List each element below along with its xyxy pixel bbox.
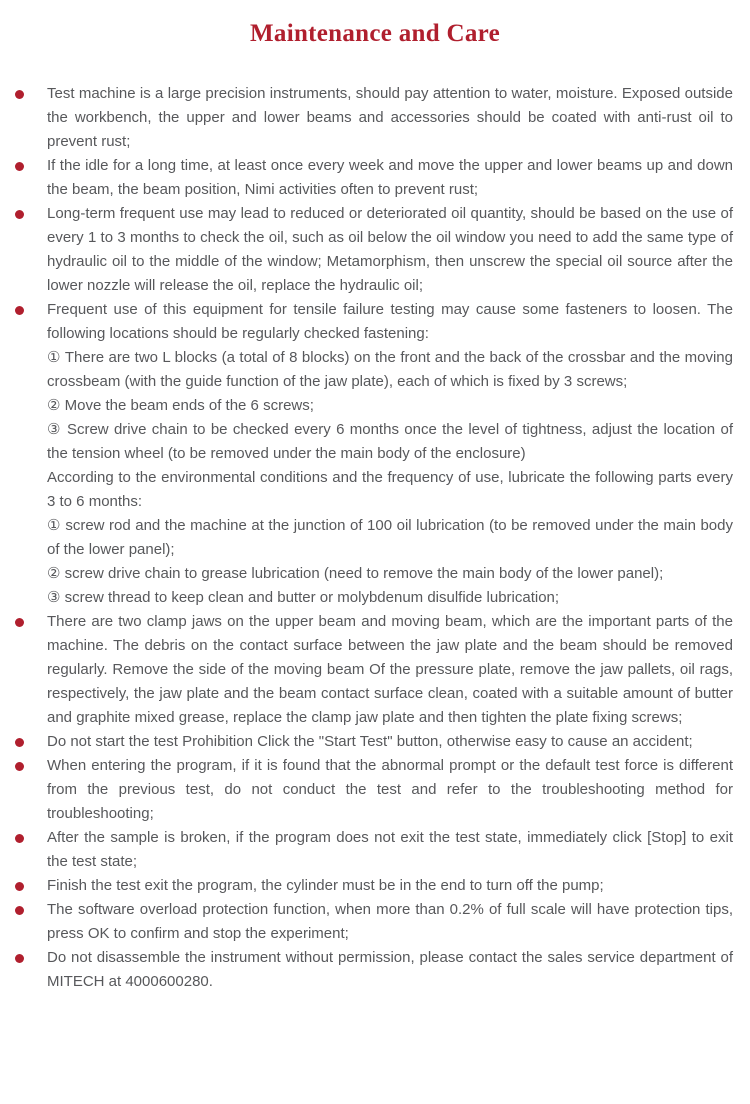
bullet-icon (15, 162, 24, 171)
bullet-icon (15, 306, 24, 315)
bullet-icon (15, 882, 24, 891)
paragraph: If the idle for a long time, at least once every week and move the upper and lower beams up and down the beam, the beam position, Nimi activities often to prevent rust; (47, 157, 733, 198)
paragraph: According to the environmental conditions and the frequency of use, lubricate the following parts every 3 to 6 months: (47, 469, 733, 510)
list-item (0, 874, 733, 898)
list-item (0, 898, 733, 946)
list-item-text (47, 82, 733, 154)
list-item-text (47, 898, 733, 946)
bullet-icon (15, 906, 24, 915)
paragraph: ① screw rod and the machine at the junction of 100 oil lubrication (to be removed under the main body of the lower panel); (47, 517, 733, 558)
bullet-icon (15, 834, 24, 843)
paragraph: Finish the test exit the program, the cylinder must be in the end to turn off the pump; (47, 877, 604, 894)
list-item (0, 730, 733, 754)
list-item-text (47, 754, 733, 826)
list-item (0, 82, 733, 154)
bullet-icon (15, 954, 24, 963)
list-item-text (47, 298, 733, 610)
paragraph: Frequent use of this equipment for tensile failure testing may cause some fasteners to loosen. The following locations should be regularly checked fastening: (47, 301, 733, 342)
paragraph: After the sample is broken, if the program does not exit the test state, immediately click [Stop] to exit the test state; (47, 829, 733, 870)
paragraph: ② screw drive chain to grease lubrication (need to remove the main body of the lower panel); (47, 565, 664, 582)
paragraph: Do not start the test Prohibition Click the "Start Test" button, otherwise easy to cause an accident; (47, 733, 693, 750)
bullet-icon (15, 762, 24, 771)
maintenance-list (0, 82, 750, 994)
list-item (0, 610, 733, 730)
list-item-text (47, 154, 733, 202)
list-item-text (47, 826, 733, 874)
list-item (0, 826, 733, 874)
list-item (0, 298, 733, 610)
bullet-icon (15, 210, 24, 219)
list-item (0, 946, 733, 994)
list-item-text (47, 874, 733, 898)
paragraph: When entering the program, if it is found that the abnormal prompt or the default test force is different from the previous test, do not conduct the test and refer to the troubleshooting method for troubleshooting; (47, 757, 733, 822)
page-title: Maintenance and Care (250, 20, 500, 47)
bullet-icon (15, 618, 24, 627)
paragraph: ② Move the beam ends of the 6 screws; (47, 397, 314, 414)
list-item (0, 202, 733, 298)
list-item (0, 154, 733, 202)
paragraph: ③ Screw drive chain to be checked every 6 months once the level of tightness, adjust the location of the tension wheel (to be removed under the main body of the enclosure) (47, 421, 733, 462)
paragraph: Test machine is a large precision instruments, should pay attention to water, moisture. Exposed outside the workbench, the upper and lower beams and accessories should be coated with anti-rust oil to prevent rust; (47, 85, 733, 150)
list-item (0, 754, 733, 826)
bullet-icon (15, 738, 24, 747)
list-item-text (47, 610, 733, 730)
list-item-text (47, 730, 733, 754)
paragraph: Do not disassemble the instrument without permission, please contact the sales service department of MITECH at 4000600280. (47, 949, 733, 990)
bullet-icon (15, 90, 24, 99)
paragraph: ③ screw thread to keep clean and butter or molybdenum disulfide lubrication; (47, 589, 560, 606)
paragraph: The software overload protection function, when more than 0.2% of full scale will have protection tips, press OK to confirm and stop the experiment; (47, 901, 733, 942)
list-item-text (47, 946, 733, 994)
list-item-text (47, 202, 733, 298)
paragraph: ① There are two L blocks (a total of 8 blocks) on the front and the back of the crossbar and the moving crossbeam (with the guide function of the jaw plate), each of which is fixed by 3 screws; (47, 349, 733, 390)
paragraph: Long-term frequent use may lead to reduced or deteriorated oil quantity, should be based on the use of every 1 to 3 months to check the oil, such as oil below the oil window you need to add the same type of hydraulic oil to the middle of the window; Metamorphism, then unscrew the special oil source after the lower nozzle will release the oil, replace the hydraulic oil; (47, 205, 733, 294)
paragraph: There are two clamp jaws on the upper beam and moving beam, which are the important parts of the machine. The debris on the contact surface between the jaw plate and the beam should be removed regularly. Remove the side of the moving beam Of the pressure plate, remove the jaw pallets, oil rags, respectively, the jaw plate and the beam contact surface clean, coated with a suitable amount of butter and graphite mixed grease, replace the clamp jaw plate and then tighten the plate fixing screws; (47, 613, 733, 726)
